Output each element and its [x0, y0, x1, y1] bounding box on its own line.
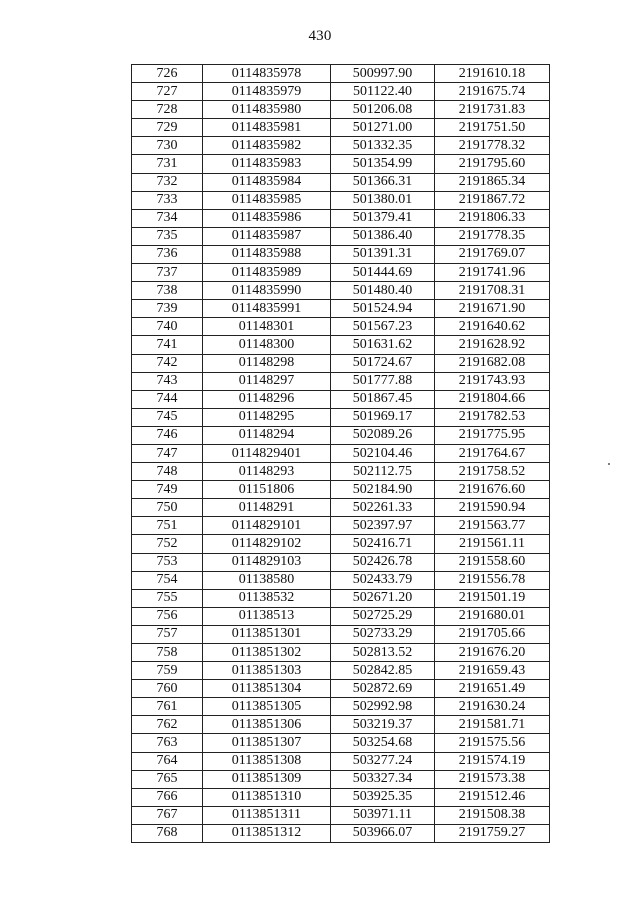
- x-coordinate-cell: 502433.79: [331, 571, 435, 589]
- table-row: [132, 517, 550, 535]
- point-number-cell: 757: [132, 625, 203, 643]
- x-coordinate-cell: 501867.45: [331, 390, 435, 408]
- y-coordinate-cell: 2191671.90: [435, 300, 550, 318]
- y-coordinate-cell: 2191573.38: [435, 770, 550, 788]
- point-number-cell: 768: [132, 824, 203, 842]
- point-number-cell: 730: [132, 137, 203, 155]
- point-number-cell: 735: [132, 227, 203, 245]
- y-coordinate-cell: 2191628.92: [435, 336, 550, 354]
- point-number-cell: 734: [132, 209, 203, 227]
- point-number-cell: 756: [132, 607, 203, 625]
- point-number-cell: 737: [132, 264, 203, 282]
- x-coordinate-cell: 501480.40: [331, 282, 435, 300]
- point-code-cell: 0113851303: [203, 662, 331, 680]
- table-row: [132, 716, 550, 734]
- x-coordinate-cell: 503327.34: [331, 770, 435, 788]
- x-coordinate-cell: 502426.78: [331, 553, 435, 571]
- table-row: [132, 137, 550, 155]
- table-row: [132, 680, 550, 698]
- table-row: [132, 336, 550, 354]
- x-coordinate-cell: 502872.69: [331, 680, 435, 698]
- point-code-cell: 0113851302: [203, 644, 331, 662]
- point-code-cell: 01138513: [203, 607, 331, 625]
- y-coordinate-cell: 2191804.66: [435, 390, 550, 408]
- table-row: [132, 354, 550, 372]
- point-number-cell: 767: [132, 806, 203, 824]
- x-coordinate-cell: 501380.01: [331, 191, 435, 209]
- point-number-cell: 752: [132, 535, 203, 553]
- point-number-cell: 748: [132, 463, 203, 481]
- point-number-cell: 747: [132, 444, 203, 462]
- point-number-cell: 745: [132, 408, 203, 426]
- y-coordinate-cell: 2191676.20: [435, 644, 550, 662]
- point-number-cell: 754: [132, 571, 203, 589]
- point-code-cell: 0114835978: [203, 65, 331, 83]
- point-code-cell: 0113851306: [203, 716, 331, 734]
- point-number-cell: 760: [132, 680, 203, 698]
- point-code-cell: 0113851311: [203, 806, 331, 824]
- table-row: [132, 408, 550, 426]
- point-code-cell: 0114829102: [203, 535, 331, 553]
- y-coordinate-cell: 2191764.67: [435, 444, 550, 462]
- y-coordinate-cell: 2191508.38: [435, 806, 550, 824]
- point-code-cell: 0114835983: [203, 155, 331, 173]
- point-number-cell: 761: [132, 698, 203, 716]
- y-coordinate-cell: 2191759.27: [435, 824, 550, 842]
- point-number-cell: 753: [132, 553, 203, 571]
- point-number-cell: 736: [132, 245, 203, 263]
- point-number-cell: 739: [132, 300, 203, 318]
- point-number-cell: 726: [132, 65, 203, 83]
- y-coordinate-cell: 2191795.60: [435, 155, 550, 173]
- point-number-cell: 741: [132, 336, 203, 354]
- table-row: [132, 553, 550, 571]
- x-coordinate-cell: 502416.71: [331, 535, 435, 553]
- point-number-cell: 738: [132, 282, 203, 300]
- point-code-cell: 0114835991: [203, 300, 331, 318]
- y-coordinate-cell: 2191705.66: [435, 625, 550, 643]
- table-row: [132, 83, 550, 101]
- table-row: [132, 173, 550, 191]
- y-coordinate-cell: 2191775.95: [435, 426, 550, 444]
- y-coordinate-cell: 2191561.11: [435, 535, 550, 553]
- y-coordinate-cell: 2191640.62: [435, 318, 550, 336]
- x-coordinate-cell: 502842.85: [331, 662, 435, 680]
- y-coordinate-cell: 2191682.08: [435, 354, 550, 372]
- y-coordinate-cell: 2191563.77: [435, 517, 550, 535]
- y-coordinate-cell: 2191574.19: [435, 752, 550, 770]
- y-coordinate-cell: 2191708.31: [435, 282, 550, 300]
- point-code-cell: 0114835981: [203, 119, 331, 137]
- point-code-cell: 01148296: [203, 390, 331, 408]
- table-row: [132, 209, 550, 227]
- x-coordinate-cell: 501969.17: [331, 408, 435, 426]
- point-number-cell: 765: [132, 770, 203, 788]
- table-row: [132, 535, 550, 553]
- table-row: [132, 734, 550, 752]
- y-coordinate-cell: 2191675.74: [435, 83, 550, 101]
- point-code-cell: 0114829103: [203, 553, 331, 571]
- x-coordinate-cell: 501386.40: [331, 227, 435, 245]
- table-row: [132, 481, 550, 499]
- y-coordinate-cell: 2191782.53: [435, 408, 550, 426]
- x-coordinate-cell: 500997.90: [331, 65, 435, 83]
- point-number-cell: 763: [132, 734, 203, 752]
- y-coordinate-cell: 2191512.46: [435, 788, 550, 806]
- x-coordinate-cell: 501777.88: [331, 372, 435, 390]
- point-number-cell: 732: [132, 173, 203, 191]
- table-row: [132, 444, 550, 462]
- x-coordinate-cell: 502397.97: [331, 517, 435, 535]
- y-coordinate-cell: 2191865.34: [435, 173, 550, 191]
- y-coordinate-cell: 2191558.60: [435, 553, 550, 571]
- point-code-cell: 01148298: [203, 354, 331, 372]
- point-code-cell: 0114835979: [203, 83, 331, 101]
- point-number-cell: 744: [132, 390, 203, 408]
- table-row: [132, 788, 550, 806]
- point-code-cell: 01148294: [203, 426, 331, 444]
- point-code-cell: 01151806: [203, 481, 331, 499]
- table-row: [132, 589, 550, 607]
- point-code-cell: 0114835988: [203, 245, 331, 263]
- table-row: [132, 824, 550, 842]
- point-code-cell: 0113851309: [203, 770, 331, 788]
- point-code-cell: 0113851312: [203, 824, 331, 842]
- y-coordinate-cell: 2191651.49: [435, 680, 550, 698]
- point-number-cell: 755: [132, 589, 203, 607]
- point-code-cell: 0114835980: [203, 101, 331, 119]
- page-number: 430: [308, 28, 332, 44]
- point-number-cell: 743: [132, 372, 203, 390]
- y-coordinate-cell: 2191778.35: [435, 227, 550, 245]
- point-number-cell: 749: [132, 481, 203, 499]
- point-code-cell: 01138532: [203, 589, 331, 607]
- x-coordinate-cell: 501631.62: [331, 336, 435, 354]
- point-number-cell: 729: [132, 119, 203, 137]
- x-coordinate-cell: 501206.08: [331, 101, 435, 119]
- y-coordinate-cell: 2191743.93: [435, 372, 550, 390]
- x-coordinate-cell: 501379.41: [331, 209, 435, 227]
- x-coordinate-cell: 501366.31: [331, 173, 435, 191]
- point-code-cell: 0114835990: [203, 282, 331, 300]
- x-coordinate-cell: 502733.29: [331, 625, 435, 643]
- point-number-cell: 727: [132, 83, 203, 101]
- table-row: [132, 282, 550, 300]
- point-number-cell: 750: [132, 499, 203, 517]
- y-coordinate-cell: 2191680.01: [435, 607, 550, 625]
- x-coordinate-cell: 501524.94: [331, 300, 435, 318]
- table-row: [132, 264, 550, 282]
- table-row: [132, 119, 550, 137]
- point-code-cell: 0114829401: [203, 444, 331, 462]
- scan-speck: [608, 463, 610, 465]
- point-code-cell: 0113851307: [203, 734, 331, 752]
- table-row: [132, 806, 550, 824]
- point-code-cell: 0114835982: [203, 137, 331, 155]
- table-row: [132, 426, 550, 444]
- y-coordinate-cell: 2191590.94: [435, 499, 550, 517]
- x-coordinate-cell: 503219.37: [331, 716, 435, 734]
- y-coordinate-cell: 2191806.33: [435, 209, 550, 227]
- coordinates-table-body: [132, 65, 550, 843]
- table-row: [132, 155, 550, 173]
- point-code-cell: 0114835987: [203, 227, 331, 245]
- x-coordinate-cell: 503966.07: [331, 824, 435, 842]
- point-number-cell: 740: [132, 318, 203, 336]
- point-number-cell: 746: [132, 426, 203, 444]
- point-code-cell: 01148291: [203, 499, 331, 517]
- table-row: [132, 644, 550, 662]
- x-coordinate-cell: 502813.52: [331, 644, 435, 662]
- point-number-cell: 764: [132, 752, 203, 770]
- point-code-cell: 01148300: [203, 336, 331, 354]
- y-coordinate-cell: 2191556.78: [435, 571, 550, 589]
- coordinates-table: [131, 64, 550, 843]
- y-coordinate-cell: 2191867.72: [435, 191, 550, 209]
- x-coordinate-cell: 503254.68: [331, 734, 435, 752]
- point-code-cell: 0114829101: [203, 517, 331, 535]
- table-row: [132, 752, 550, 770]
- point-number-cell: 742: [132, 354, 203, 372]
- table-row: [132, 662, 550, 680]
- point-number-cell: 766: [132, 788, 203, 806]
- x-coordinate-cell: 502261.33: [331, 499, 435, 517]
- x-coordinate-cell: 503925.35: [331, 788, 435, 806]
- x-coordinate-cell: 501444.69: [331, 264, 435, 282]
- table-row: [132, 300, 550, 318]
- point-code-cell: 01138580: [203, 571, 331, 589]
- table-row: [132, 499, 550, 517]
- y-coordinate-cell: 2191610.18: [435, 65, 550, 83]
- point-code-cell: 0113851301: [203, 625, 331, 643]
- table-row: [132, 245, 550, 263]
- point-code-cell: 0113851304: [203, 680, 331, 698]
- y-coordinate-cell: 2191769.07: [435, 245, 550, 263]
- point-code-cell: 01148297: [203, 372, 331, 390]
- x-coordinate-cell: 501567.23: [331, 318, 435, 336]
- point-number-cell: 751: [132, 517, 203, 535]
- table-row: [132, 372, 550, 390]
- point-number-cell: 759: [132, 662, 203, 680]
- y-coordinate-cell: 2191758.52: [435, 463, 550, 481]
- point-code-cell: 01148301: [203, 318, 331, 336]
- point-number-cell: 762: [132, 716, 203, 734]
- table-row: [132, 318, 550, 336]
- point-code-cell: 0114835985: [203, 191, 331, 209]
- y-coordinate-cell: 2191676.60: [435, 481, 550, 499]
- y-coordinate-cell: 2191659.43: [435, 662, 550, 680]
- y-coordinate-cell: 2191741.96: [435, 264, 550, 282]
- y-coordinate-cell: 2191751.50: [435, 119, 550, 137]
- table-row: [132, 607, 550, 625]
- x-coordinate-cell: 502725.29: [331, 607, 435, 625]
- y-coordinate-cell: 2191630.24: [435, 698, 550, 716]
- x-coordinate-cell: 503277.24: [331, 752, 435, 770]
- x-coordinate-cell: 502089.26: [331, 426, 435, 444]
- point-code-cell: 0114835986: [203, 209, 331, 227]
- point-code-cell: 0113851310: [203, 788, 331, 806]
- x-coordinate-cell: 501332.35: [331, 137, 435, 155]
- point-number-cell: 731: [132, 155, 203, 173]
- x-coordinate-cell: 502992.98: [331, 698, 435, 716]
- point-number-cell: 733: [132, 191, 203, 209]
- table-row: [132, 698, 550, 716]
- table-row: [132, 770, 550, 788]
- point-code-cell: 01148295: [203, 408, 331, 426]
- y-coordinate-cell: 2191501.19: [435, 589, 550, 607]
- table-row: [132, 65, 550, 83]
- y-coordinate-cell: 2191731.83: [435, 101, 550, 119]
- point-number-cell: 758: [132, 644, 203, 662]
- x-coordinate-cell: 502671.20: [331, 589, 435, 607]
- table-row: [132, 571, 550, 589]
- x-coordinate-cell: 501724.67: [331, 354, 435, 372]
- x-coordinate-cell: 501391.31: [331, 245, 435, 263]
- x-coordinate-cell: 503971.11: [331, 806, 435, 824]
- x-coordinate-cell: 501122.40: [331, 83, 435, 101]
- y-coordinate-cell: 2191581.71: [435, 716, 550, 734]
- point-code-cell: 0114835989: [203, 264, 331, 282]
- table-row: [132, 191, 550, 209]
- point-code-cell: 0114835984: [203, 173, 331, 191]
- y-coordinate-cell: 2191575.56: [435, 734, 550, 752]
- x-coordinate-cell: 501271.00: [331, 119, 435, 137]
- table-row: [132, 625, 550, 643]
- table-row: [132, 227, 550, 245]
- table-row: [132, 390, 550, 408]
- point-number-cell: 728: [132, 101, 203, 119]
- table-row: [132, 463, 550, 481]
- x-coordinate-cell: 502112.75: [331, 463, 435, 481]
- point-code-cell: 0113851308: [203, 752, 331, 770]
- y-coordinate-cell: 2191778.32: [435, 137, 550, 155]
- x-coordinate-cell: 502184.90: [331, 481, 435, 499]
- point-code-cell: 0113851305: [203, 698, 331, 716]
- x-coordinate-cell: 502104.46: [331, 444, 435, 462]
- table-row: [132, 101, 550, 119]
- point-code-cell: 01148293: [203, 463, 331, 481]
- x-coordinate-cell: 501354.99: [331, 155, 435, 173]
